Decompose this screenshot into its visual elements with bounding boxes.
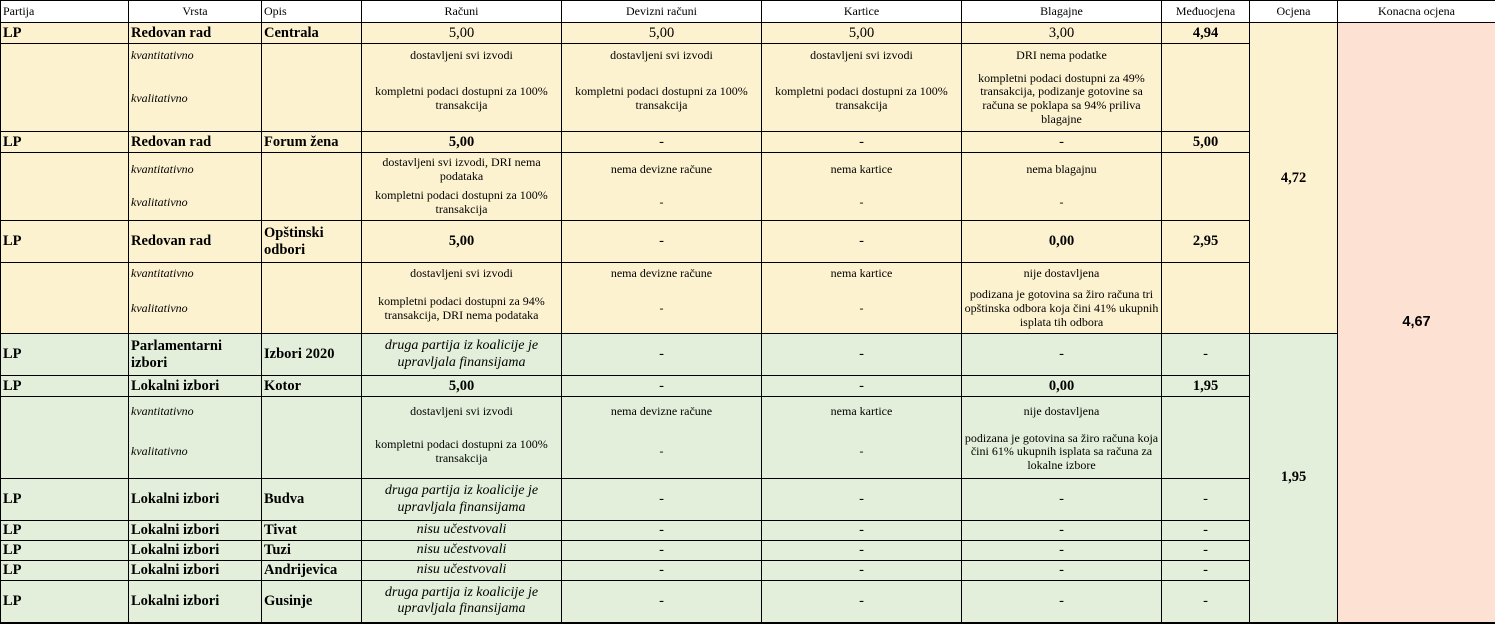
cell-empty bbox=[1, 187, 129, 221]
cell-vrsta: Redovan rad bbox=[129, 23, 262, 44]
cell-vrsta: Redovan rad bbox=[129, 132, 262, 153]
cell-blagajne: - bbox=[962, 132, 1162, 153]
ocjena-bottom: 1,95 bbox=[1250, 334, 1338, 623]
cell-opis: Tivat bbox=[262, 521, 362, 541]
cell-devizni: - bbox=[562, 581, 762, 623]
cell-empty bbox=[1, 427, 129, 479]
cell-blagajne: - bbox=[962, 521, 1162, 541]
cell-opis: Izbori 2020 bbox=[262, 334, 362, 376]
cell-empty bbox=[1, 397, 129, 427]
label-kvantitativno: kvantitativno bbox=[129, 44, 262, 68]
cell-kvant-racuni: dostavljeni svi izvodi bbox=[362, 44, 562, 68]
cell-kvant-blagajne: nije dostavljena bbox=[962, 263, 1162, 285]
cell-kval-racuni: kompletni podaci dostupni za 94% transakcija, DRI nema podataka bbox=[362, 285, 562, 334]
cell-note: nisu učestvovali bbox=[362, 541, 562, 561]
header-vrsta: Vrsta bbox=[129, 1, 262, 23]
cell-empty bbox=[262, 44, 362, 68]
cell-empty bbox=[1162, 263, 1250, 285]
cell-blagajne: 3,00 bbox=[962, 23, 1162, 44]
cell-devizni: - bbox=[562, 132, 762, 153]
cell-kval-devizni: - bbox=[562, 285, 762, 334]
cell-medjuocjena: - bbox=[1162, 521, 1250, 541]
header-ocjena: Ocjena bbox=[1250, 1, 1338, 23]
cell-devizni: - bbox=[562, 376, 762, 397]
cell-empty bbox=[262, 285, 362, 334]
header-medjuocjena: Međuocjena bbox=[1162, 1, 1250, 23]
cell-blagajne: - bbox=[962, 334, 1162, 376]
cell-vrsta: Lokalni izbori bbox=[129, 561, 262, 581]
cell-racuni: 5,00 bbox=[362, 23, 562, 44]
cell-racuni: 5,00 bbox=[362, 376, 562, 397]
cell-medjuocjena: - bbox=[1162, 479, 1250, 521]
cell-kvant-devizni: nema devizne račune bbox=[562, 397, 762, 427]
header-blagajne: Blagajne bbox=[962, 1, 1162, 23]
cell-empty bbox=[1, 44, 129, 68]
ocjena-top: 4,72 bbox=[1250, 23, 1338, 334]
cell-devizni: - bbox=[562, 334, 762, 376]
cell-opis: Kotor bbox=[262, 376, 362, 397]
cell-kvant-kartice: dostavljeni svi izvodi bbox=[762, 44, 962, 68]
cell-medjuocjena: - bbox=[1162, 581, 1250, 623]
cell-medjuocjena: - bbox=[1162, 561, 1250, 581]
cell-kval-racuni: kompletni podaci dostupni za 100% transakcija bbox=[362, 187, 562, 221]
cell-kartice: - bbox=[762, 561, 962, 581]
cell-opis: Forum žena bbox=[262, 132, 362, 153]
cell-kartice: - bbox=[762, 221, 962, 263]
header-opis: Opis bbox=[262, 1, 362, 23]
konacna-ocjena: 4,67 bbox=[1338, 23, 1495, 623]
cell-empty bbox=[1162, 153, 1250, 187]
cell-devizni: - bbox=[562, 561, 762, 581]
cell-opis: Budva bbox=[262, 479, 362, 521]
cell-note: druga partija iz koalicije je upravljala finansijama bbox=[362, 581, 562, 623]
cell-medjuocjena: 1,95 bbox=[1162, 376, 1250, 397]
cell-empty bbox=[1, 263, 129, 285]
header-row bbox=[1, 1, 1495, 23]
cell-empty bbox=[1162, 397, 1250, 427]
cell-kartice: - bbox=[762, 521, 962, 541]
cell-vrsta: Parlamentarni izbori bbox=[129, 334, 262, 376]
cell-kvant-devizni: dostavljeni svi izvodi bbox=[562, 44, 762, 68]
label-kvantitativno: kvantitativno bbox=[129, 153, 262, 187]
cell-blagajne: - bbox=[962, 561, 1162, 581]
cell-kvant-kartice: nema kartice bbox=[762, 263, 962, 285]
cell-empty bbox=[262, 68, 362, 132]
cell-kval-blagajne: kompletni podaci dostupni za 49% transakcija, podizanje gotovine sa računa se poklapa sa 94% priliva blagajne bbox=[962, 68, 1162, 132]
cell-kvant-blagajne: DRI nema podatke bbox=[962, 44, 1162, 68]
cell-empty bbox=[262, 397, 362, 427]
header-devizni: Devizni računi bbox=[562, 1, 762, 23]
cell-partija: LP bbox=[1, 376, 129, 397]
cell-opis: Opštinski odbori bbox=[262, 221, 362, 263]
cell-kval-kartice: - bbox=[762, 187, 962, 221]
label-kvalitativno: kvalitativno bbox=[129, 285, 262, 334]
cell-kartice: - bbox=[762, 334, 962, 376]
cell-kartice: - bbox=[762, 376, 962, 397]
cell-empty bbox=[1162, 187, 1250, 221]
cell-empty bbox=[1162, 68, 1250, 132]
cell-devizni: - bbox=[562, 521, 762, 541]
header-partija: Partija bbox=[1, 1, 129, 23]
cell-blagajne: - bbox=[962, 541, 1162, 561]
cell-opis: Centrala bbox=[262, 23, 362, 44]
cell-empty bbox=[1, 285, 129, 334]
cell-kvant-blagajne: nije dostavljena bbox=[962, 397, 1162, 427]
cell-vrsta: Lokalni izbori bbox=[129, 521, 262, 541]
cell-kvant-kartice: nema kartice bbox=[762, 153, 962, 187]
cell-opis: Gusinje bbox=[262, 581, 362, 623]
cell-note: nisu učestvovali bbox=[362, 521, 562, 541]
cell-kartice: - bbox=[762, 479, 962, 521]
cell-empty bbox=[262, 153, 362, 187]
cell-partija: LP bbox=[1, 541, 129, 561]
cell-empty bbox=[1162, 285, 1250, 334]
cell-vrsta: Lokalni izbori bbox=[129, 581, 262, 623]
cell-kartice: - bbox=[762, 541, 962, 561]
cell-note: nisu učestvovali bbox=[362, 561, 562, 581]
cell-kval-blagajne: podizana je gotovina sa žiro računa tri opštinska odbora koja čini 41% ukupnih isplata tih odbora bbox=[962, 285, 1162, 334]
cell-partija: LP bbox=[1, 221, 129, 263]
cell-partija: LP bbox=[1, 23, 129, 44]
cell-partija: LP bbox=[1, 334, 129, 376]
cell-vrsta: Lokalni izbori bbox=[129, 541, 262, 561]
cell-blagajne: 0,00 bbox=[962, 376, 1162, 397]
cell-empty bbox=[1, 68, 129, 132]
cell-kvant-racuni: dostavljeni svi izvodi bbox=[362, 397, 562, 427]
cell-kval-blagajne: - bbox=[962, 187, 1162, 221]
cell-kval-kartice: kompletni podaci dostupni za 100% transakcija bbox=[762, 68, 962, 132]
cell-empty bbox=[1162, 44, 1250, 68]
cell-empty bbox=[262, 187, 362, 221]
cell-blagajne: - bbox=[962, 581, 1162, 623]
header-racuni: Računi bbox=[362, 1, 562, 23]
cell-kartice: - bbox=[762, 581, 962, 623]
cell-kval-devizni: - bbox=[562, 187, 762, 221]
table-row bbox=[1, 334, 1495, 376]
cell-racuni: 5,00 bbox=[362, 221, 562, 263]
cell-blagajne: - bbox=[962, 479, 1162, 521]
cell-kvant-blagajne: nema blagajnu bbox=[962, 153, 1162, 187]
cell-medjuocjena: 4,94 bbox=[1162, 23, 1250, 44]
cell-note: druga partija iz koalicije je upravljala finansijama bbox=[362, 479, 562, 521]
table-row bbox=[1, 23, 1495, 44]
cell-blagajne: 0,00 bbox=[962, 221, 1162, 263]
cell-devizni: - bbox=[562, 479, 762, 521]
cell-opis: Andrijevica bbox=[262, 561, 362, 581]
cell-kval-kartice: - bbox=[762, 427, 962, 479]
cell-note: druga partija iz koalicije je upravljala finansijama bbox=[362, 334, 562, 376]
header-kartice: Kartice bbox=[762, 1, 962, 23]
cell-devizni: - bbox=[562, 541, 762, 561]
cell-empty bbox=[262, 427, 362, 479]
cell-kval-racuni: kompletni podaci dostupni za 100% transakcija bbox=[362, 68, 562, 132]
cell-empty bbox=[1, 153, 129, 187]
cell-opis: Tuzi bbox=[262, 541, 362, 561]
cell-medjuocjena: 2,95 bbox=[1162, 221, 1250, 263]
cell-empty bbox=[262, 263, 362, 285]
cell-kartice: - bbox=[762, 132, 962, 153]
cell-kval-devizni: - bbox=[562, 427, 762, 479]
cell-kvant-racuni: dostavljeni svi izvodi, DRI nema podataka bbox=[362, 153, 562, 187]
cell-vrsta: Lokalni izbori bbox=[129, 479, 262, 521]
cell-kval-blagajne: podizana je gotovina sa žiro računa koja čini 61% ukupnih isplata sa računa za lokalne izbore bbox=[962, 427, 1162, 479]
cell-partija: LP bbox=[1, 581, 129, 623]
header-konacna: Konacna ocjena bbox=[1338, 1, 1495, 23]
label-kvalitativno: kvalitativno bbox=[129, 68, 262, 132]
cell-vrsta: Lokalni izbori bbox=[129, 376, 262, 397]
cell-partija: LP bbox=[1, 132, 129, 153]
cell-kval-racuni: kompletni podaci dostupni za 100% transakcija bbox=[362, 427, 562, 479]
cell-kvant-devizni: nema devizne račune bbox=[562, 263, 762, 285]
cell-empty bbox=[1162, 427, 1250, 479]
label-kvalitativno: kvalitativno bbox=[129, 187, 262, 221]
cell-partija: LP bbox=[1, 561, 129, 581]
cell-medjuocjena: - bbox=[1162, 541, 1250, 561]
cell-kvant-devizni: nema devizne račune bbox=[562, 153, 762, 187]
cell-kartice: 5,00 bbox=[762, 23, 962, 44]
cell-vrsta: Redovan rad bbox=[129, 221, 262, 263]
label-kvantitativno: kvantitativno bbox=[129, 397, 262, 427]
label-kvalitativno: kvalitativno bbox=[129, 427, 262, 479]
cell-partija: LP bbox=[1, 479, 129, 521]
cell-medjuocjena: 5,00 bbox=[1162, 132, 1250, 153]
cell-devizni: 5,00 bbox=[562, 23, 762, 44]
cell-kvant-racuni: dostavljeni svi izvodi bbox=[362, 263, 562, 285]
cell-kvant-kartice: nema kartice bbox=[762, 397, 962, 427]
cell-medjuocjena: - bbox=[1162, 334, 1250, 376]
cell-partija: LP bbox=[1, 521, 129, 541]
cell-kval-kartice: - bbox=[762, 285, 962, 334]
cell-kval-devizni: kompletni podaci dostupni za 100% transakcija bbox=[562, 68, 762, 132]
cell-devizni: - bbox=[562, 221, 762, 263]
cell-racuni: 5,00 bbox=[362, 132, 562, 153]
label-kvantitativno: kvantitativno bbox=[129, 263, 262, 285]
